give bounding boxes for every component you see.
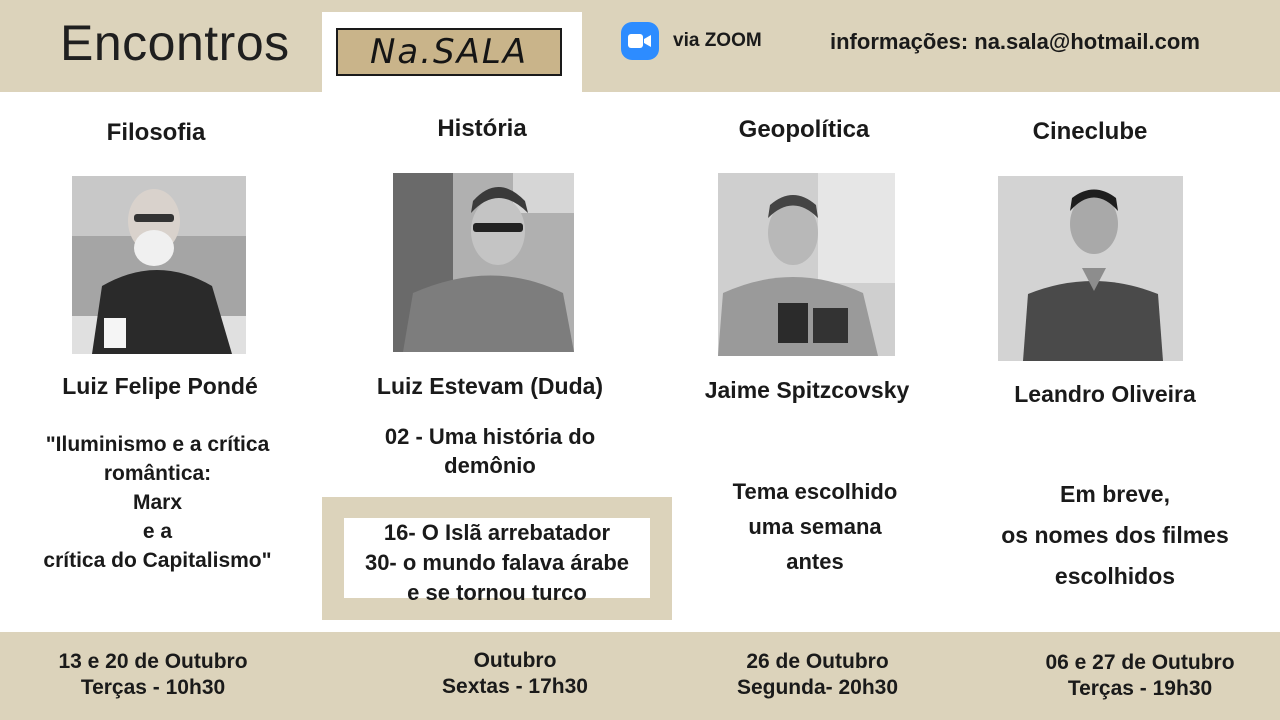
header-band [0, 0, 1280, 92]
topic-line: demônio [444, 453, 536, 478]
zoom-label: via ZOOM [673, 30, 762, 51]
topic-line: Marx [132, 491, 183, 514]
speaker-photo-spitzcovsky [718, 173, 895, 356]
speaker-name-spitzcovsky: Jaime Spitzcovsky [704, 377, 910, 403]
topic-line: os nomes dos filmes [1001, 522, 1229, 548]
column-title-historia: História [437, 115, 527, 142]
column-title-cineclube: Cineclube [1032, 118, 1148, 145]
schedule-line: Terças - 19h30 [1067, 677, 1213, 700]
speaker-photo-oliveira [998, 176, 1183, 361]
schedule-line: Sextas - 17h30 [442, 675, 588, 698]
brand-title: Encontros [60, 15, 290, 71]
footer-band [0, 632, 1280, 720]
topic-line: "Iluminismo e a crítica [45, 433, 270, 456]
column-title-geopolitica: Geopolítica [738, 116, 870, 143]
schedule-historia [405, 648, 625, 700]
speaker-photo-ponde [72, 176, 246, 354]
topic-geopolitica [690, 474, 940, 579]
historia-sessions-box [322, 497, 672, 620]
topic-cineclube [980, 474, 1250, 597]
column-title-filosofia: Filosofia [106, 119, 206, 146]
topic-line: Em breve, [1060, 481, 1170, 507]
logo [322, 12, 582, 92]
topic-line: uma semana [748, 514, 882, 539]
topic-historia [345, 422, 635, 480]
logo-text: Na.SALA [369, 32, 529, 72]
schedule-line: Segunda- 20h30 [736, 676, 899, 699]
historia-sessions-list [344, 518, 650, 605]
topic-filosofia [20, 430, 295, 575]
session-line: e se tornou turco [407, 580, 587, 605]
speaker-photo-estevam [393, 173, 574, 352]
speaker-name-ponde: Luiz Felipe Pondé [62, 373, 258, 399]
speaker-name-estevam: Luiz Estevam (Duda) [376, 373, 604, 399]
schedule-line: 13 e 20 de Outubro [58, 650, 248, 673]
speaker-name-oliveira: Leandro Oliveira [1014, 381, 1196, 407]
topic-line: escolhidos [1054, 563, 1176, 589]
topic-line: antes [786, 549, 844, 574]
session-line: 16- O Islã arrebatador [383, 520, 611, 545]
schedule-cineclube [1020, 650, 1260, 702]
schedule-line: Terças - 10h30 [80, 676, 226, 699]
schedule-line: 26 de Outubro [746, 650, 889, 673]
topic-line: 02 - Uma história do [384, 424, 596, 449]
topic-line: Tema escolhido [732, 479, 898, 504]
session-line: 30- o mundo falava árabe [364, 550, 630, 575]
schedule-line: Outubro [473, 649, 557, 672]
schedule-filosofia [28, 649, 278, 701]
topic-line: crítica do Capitalismo" [43, 549, 272, 572]
topic-line: e a [142, 520, 173, 543]
topic-line: romântica: [103, 462, 212, 485]
schedule-geopolitica [705, 649, 930, 701]
zoom-camera-icon [621, 22, 659, 60]
contact-info: informações: na.sala@hotmail.com [830, 29, 1200, 54]
logo-plate [336, 28, 562, 76]
schedule-line: 06 e 27 de Outubro [1045, 651, 1235, 674]
